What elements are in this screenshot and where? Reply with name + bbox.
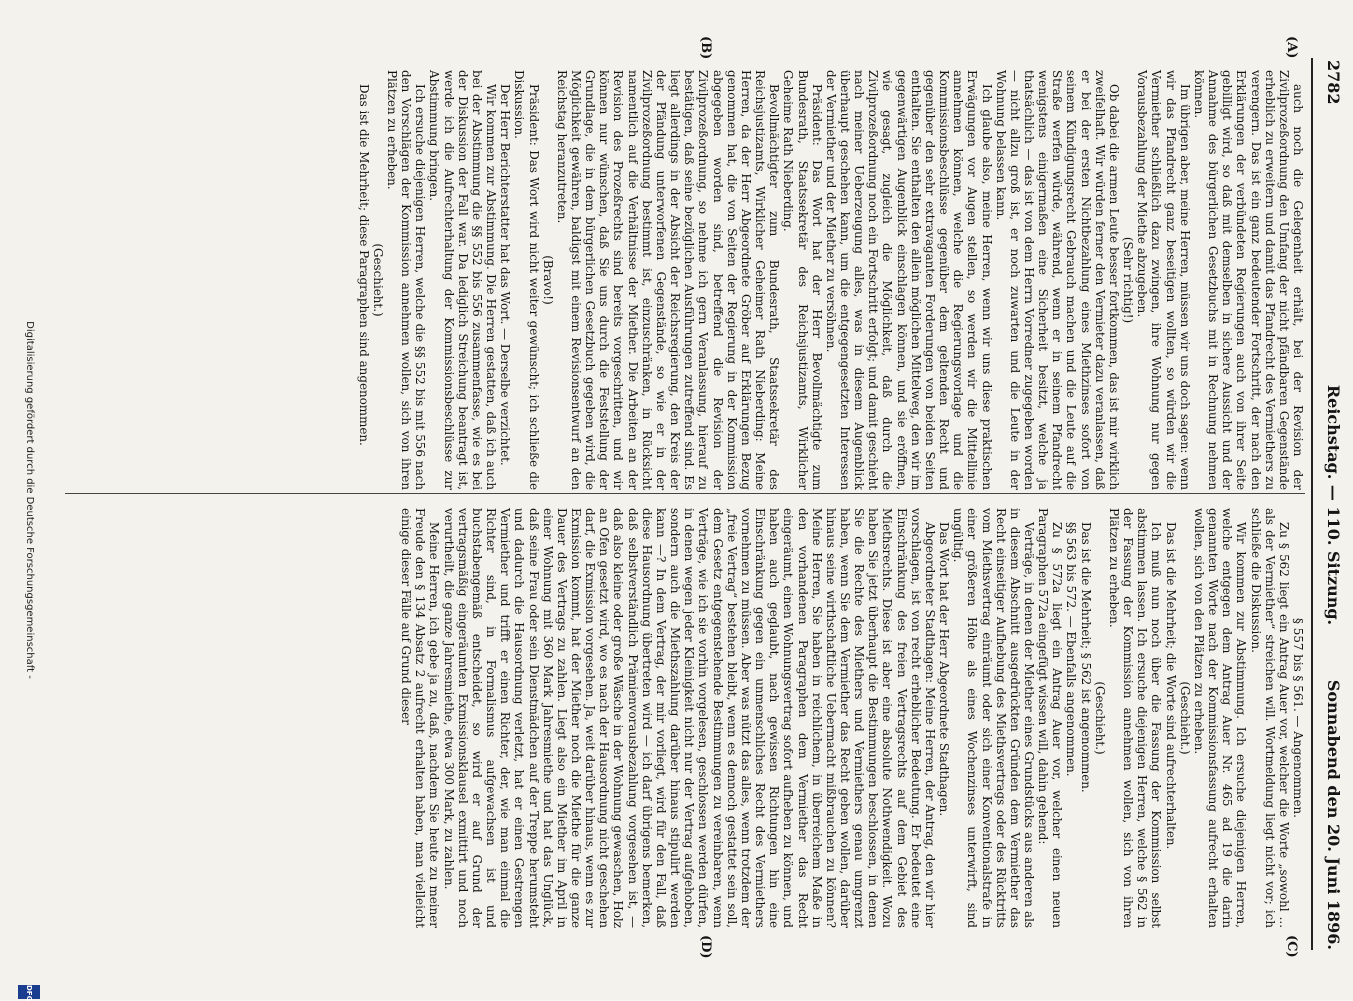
- paragraph: Präsident: Das Wort hat der Herr Bevollmächtigte zum Bundesrath, Staatssekretär des Reichsjustizamts, Wirklicher Geheime Rath Nieberding.: [781, 70, 824, 490]
- paragraph: Das ist die Mehrheit; diese Paragraphen sind angenommen.: [356, 84, 371, 446]
- page-header-title: Reichstag. — 110. Sitzung.: [1324, 384, 1343, 626]
- right-column: [399, 508, 1305, 928]
- margin-marker-d: (D): [698, 935, 713, 959]
- page-header-date: Sonnabend den 20. Juni 1896.: [1324, 679, 1343, 950]
- paragraph: (Sehr richtig!): [1121, 236, 1136, 324]
- paragraph: Meine Herren, ich gebe ja zu, daß, nachdem Sie heute zu meiner Freude den § 134 Absatz 2 aufrecht erhalten haben, man vielleicht einige dieser Fälle auf Grund dieser: [399, 508, 442, 928]
- paragraph: Zu § 572a liegt ein Antrag Auer vor, welcher einen neuen Paragraphen 572a eingefügt wissen will, dahin gehend:: [1036, 508, 1065, 928]
- margin-marker-c: (C): [1284, 935, 1299, 958]
- paragraph: Ich muß nun noch über die Fassung der Kommission selbst abstimmen lassen. Ich ersuche diejenigen Herren, welche § 562 in der Fassung der Kommission annehmen wollen, sich von ihren Plätzen zu erheben.: [1106, 508, 1164, 928]
- paragraph: Präsident: Das Wort wird nicht weiter gewünscht; ich schließe die Diskussion.: [512, 70, 541, 490]
- paragraph: Abgeordneter Stadthagen: Meine Herren, der Antrag, den wir hier vorschlagen, ist von recht erheblicher Bedeutung. Er bedeutet eine Einschränkung des freien Vertragsrechts auf dem Gebiet des Miethsrechts. Diese ist aber eine absolute Nothwendigkeit. Wozu haben Sie jetzt überhaupt die Bestimmungen beschlossen, in denen Sie die Rechte des Miethers und Vermiethers genau umgrenzt haben, wenn Sie dem Vermiether das Recht geben wollen, darüber hinaus seine wirthschaftliche Uebermacht mißbrauchen zu können? Meine Herren, Sie haben in reichlichem, in überreichem Maße in den vorhandenen Paragraphen dem Vermiether das Recht eingeräumt, einen Wohnungsvertrag sofort aufheben zu können, und haben auch geglaubt, nach gewissen Richtungen hin eine Einschränkung gegen ein unmenschliches Recht des Vermiethers vornehmen zu müssen. Aber was nützt das alles, wenn trotzdem der „freie Vertrag“ bestehen bleibt, wenn es dennoch gestattet sein soll, dem Gesetz entgegenstehende Bestimmungen zu vereinbaren, wenn Verträge, wie ich sie vorhin vorgelesen, geschlossen werden dürfen, in denen wegen jeder Kleinigkeit nicht nur der Vertrag aufgehoben, sondern auch die Miethszahlung darüber hinaus stipulirt werden kann —? In dem Vertrag, der mir vorliegt, wird für den Fall, daß diese Hausordnung übertreten wird — ich darf übrigens bemerken, daß selbstverständlich Prämienvorausbezahlung vorgesehen ist, — daß also kleine oder große Wäsche in der Wohnung gewaschen, Holz an Ofen gesetzt wird, wo es nach der Hausordnung nicht geschehen darf, die Exmission vorgesehen. Ja, weit darüber hinaus, wenn es zur Exmission kommt, hat der Miether noch die Miethe für die ganze Dauer des Vertrags zu zahlen. Liegt also ein Miether im April in einer Wohnung mit 360 Mark Jahresmiethe und hat das Unglück, daß seine Frau oder sein Dienstmädchen auf der Treppe herumsteht und dadurch die Hausordnung verletzt, hat er einen Gestrengen Vermiether und trifft er einen Richter, der, wie man einmal die Richter sind, in Formalismus aufgewachsen ist und buchstabengemäß entscheidet, so wird er auf Grund der vertragsmäßig eingeräumten Exmissionsklausel exmittirt und noch verurtheilt, die ganze Jahresmiethe, etwa 300 Mark, zu zahlen.: [441, 508, 937, 928]
- column-separator: [65, 493, 1305, 494]
- paragraph: Bevollmächtigter zum Bundesrath, Staatssekretär des Reichsjustizamts, Wirklicher Geheimer Rath Nieberding: Meine Herren, da der Herr Abgeordnete Gröber auf Erklärungen Bezug genommen hat, die von Seiten der Regierung in der Kommission abgegeben worden sind, betreffend die Revision der Zivilprozeßordnung, so nehme ich gern Veranlassung, hierauf zu bestätigen, daß seine bezüglichen Ausführungen zutreffend sind. Es liegt allerdings in der Absicht der Reichsregierung, den Kreis der der Pfändung unterworfenen Gegenstände, so wie er in der Zivilprozeßordnung bestimmt ist, einzuschränken, in Rücksicht namentlich auf die Verhältnisse der Miether. Die Arbeiten an der Revision des Prozeßrechts sind bereits vorgeschritten, und wir können nur wünschen, daß Sie uns durch die Feststellung der Grundlage, die in dem bürgerlichen Gesetzbuch gegeben wird, die Möglichkeit gewähren, baldigst mit einem Revisionsentwurf an den Reichstag heranzutreten.: [554, 70, 782, 490]
- paragraph: auch noch die Gelegenheit erhält, bei der Revision der Zivilprozeßordnung den Umfang der nicht pfändbaren Gegenstände erheblich zu erweitern und damit das Pfandrecht des Vermiethers zu verengern. Das ist ein ganz bedeutender Fortschritt, der nach den Erklärungen der verbündeten Regierungen auch von ihrer Seite gebilligt wird, so daß mit demselben in sichere Aussicht und der Annahme des bürgerlichen Gesetzbuchs mit in Rechnung nehmen können.: [1191, 70, 1305, 490]
- paragraph: Im übrigen aber, meine Herren, müssen wir uns doch sagen: wenn wir das Pfandrecht ganz beseitigen wollten, so würden wir die Vermiether schließlich dazu zwingen, ihre Wohnung nur gegen Vorausbezahlung der Miethe abzugeben.: [1135, 70, 1192, 490]
- margin-marker-a: (A): [1284, 36, 1299, 59]
- paragraph: Zu § 562 liegt ein Antrag Auer vor, welcher die Worte „sowohl ... als der Vermiether“ streichen will. Wortmeldung liegt nicht vor; ich schließe die Diskussion.: [1248, 508, 1291, 928]
- paragraph: Das Wort hat der Herr Abgeordnete Stadthagen.: [937, 522, 952, 817]
- left-column: [357, 70, 1305, 490]
- paragraph: Wir kommen zur Abstimmung. Die Herren gestatten, daß ich auch bei der Abstimmung die §§ 552 bis 556 zusammenfasse, wie es bei der Diskussion der Fall war. Da lediglich Streichung beantragt ist, werde ich die Aufrechterhaltung der Kommissionsbeschlüsse zur Abstimmung bringen.: [427, 70, 499, 490]
- header-rule: [1311, 58, 1313, 950]
- paragraph: Ich glaube also, meine Herren, wenn wir uns diese praktischen Erwägungen vor Augen stellen, so werden wir die Mittellinie annehmen können, welche die Regierungsvorlage und die Kommissionsbeschlüsse gegenüber dem geltenden Recht und gegenüber den sehr extravaganten Forderungen von beiden Seiten enthalten. Sie enthalten den allein möglichen Mittelweg, den wir im gegenwärtigen Augenblick einschlagen können, und sie eröffnen, wie gesagt, zugleich die Möglichkeit, daß durch die Zivilprozeßordnung noch ein Fortschritt erfolgt; und damit geschieht nach meiner Ueberzeugung alles, was in diesem Augenblick überhaupt geschehen kann, um die entgegengesetzten Interessen der Vermiether und der Miether zu versöhnen.: [823, 70, 994, 490]
- paragraph: § 557 bis § 561. — Angenommen.: [1291, 618, 1305, 818]
- paragraph: Das ist die Mehrheit; § 562 ist angenommen.: [1078, 522, 1093, 793]
- paragraph: (Bravo!): [540, 255, 555, 305]
- paragraph: Ob dabei die armen Leute besser fortkommen, das ist mir wirklich zweifelhaft. Wir würden ferner den Vermieter dazu veranlassen, daß er bei der ersten Nichtbezahlung eines Miethzinses sofort von seinem Kündigungsrecht Gebrauch machen und die Leute auf die Straße werfen würde, während, wenn er in seinem Pfandrecht wenigstens einigermaßen eine Sicherheit besitzt, welche ja thatsächlich — das ist von dem Herrn Vorredner zugegeben worden — nicht allzu groß ist, er noch zuwarten und die Leute in der Wohnung belassen kann.: [993, 70, 1121, 490]
- page-number: 2782: [1324, 60, 1343, 105]
- page-header: [1317, 60, 1343, 950]
- paragraph: Das ist die Mehrheit; die Worte sind aufrechterhalten.: [1163, 522, 1178, 850]
- paragraph: (Geschieht.): [1177, 681, 1192, 755]
- quoted-motion: Verträge, in denen der Miether eines Grundstücks aus anderen als in diesem Abschnitt ausgedrückten Gründen dem Vermiether das Recht einseitiger Aufhebung des Miethsvertrags oder des Rücktritts vom Miethsvertrag einräumt oder sich einer Konventionalstrafe in einer größeren Höhe als eines Wochenzinses unterwirft, sind ungültig.: [951, 508, 1037, 928]
- paragraph: (Geschieht.): [1092, 681, 1107, 755]
- paragraph: §§ 563 bis 572. — Ebenfalls angenommen.: [1064, 522, 1079, 777]
- paragraph: Der Herr Berichterstatter hat das Wort. — Derselbe verzichtet.: [498, 84, 513, 466]
- margin-marker-b: (B): [698, 36, 713, 60]
- digitization-note: Digitalisierung gefördert durch die Deutsche Forschungsgemeinschaft -: [24, 321, 35, 679]
- dfg-logo: DFG: [18, 985, 40, 999]
- paragraph: Ich ersuche diejenigen Herren, welche die §§ 552 bis mit 556 nach den Vorschlägen der Kommission annehmen wollen, sich von ihren Plätzen zu erheben.: [385, 70, 428, 490]
- paragraph: (Geschieht.): [370, 243, 385, 317]
- paragraph: Wir kommen zur Abstimmung. Ich ersuche diejenigen Herren, welche entgegen dem Antrag Auer Nr. 465 ad 19 die darin genannten Worte nach der Kommissionsfassung aufrecht erhalten wollen, sich von den Plätzen zu erheben.: [1191, 508, 1249, 928]
